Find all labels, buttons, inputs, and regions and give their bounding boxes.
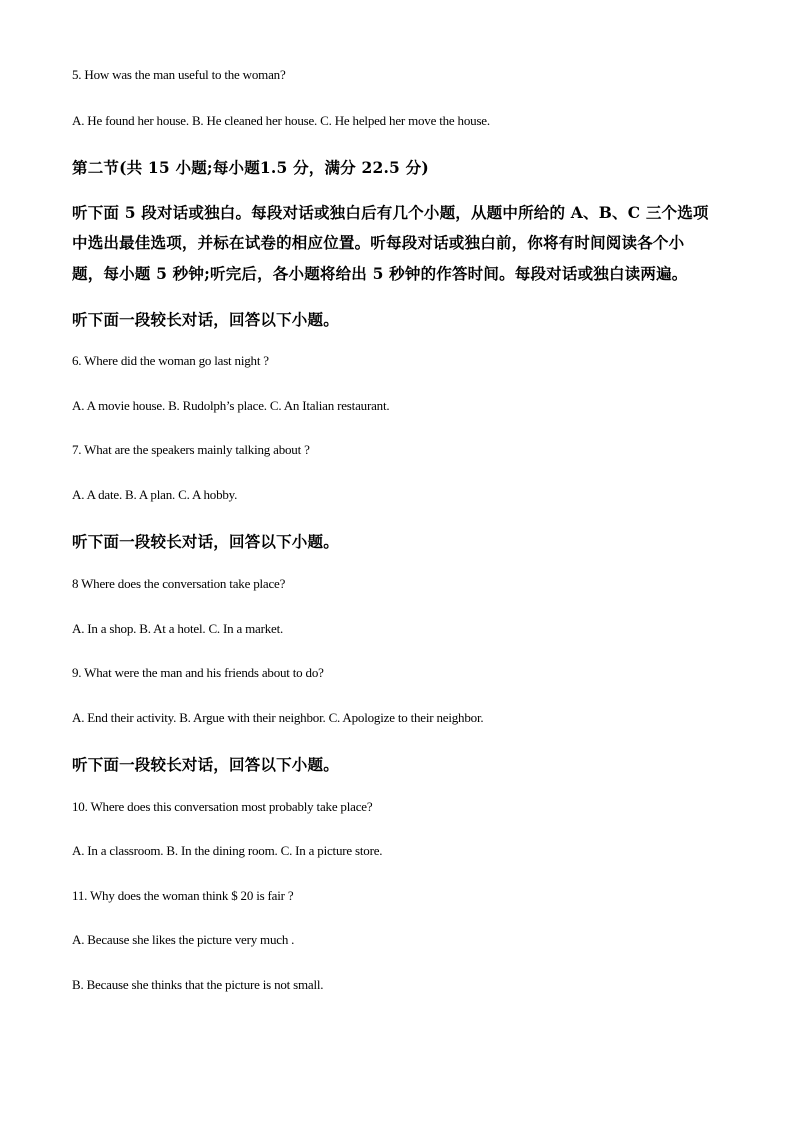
question-7-options: A. A date. B. A plan. C. A hobby. (72, 487, 238, 502)
question-8: 8 Where does the conversation take place? (72, 576, 286, 591)
question-6: 6. Where did the woman go last night ? (72, 353, 269, 368)
question-10: 10. Where does this conversation most probably take place? (72, 799, 373, 814)
question-8-options: A. In a shop. B. At a hotel. C. In a market. (72, 621, 284, 636)
section-2-title: 第二节(共 15 小题;每小题1.5 分，满分 22.5 分) (72, 158, 429, 177)
section-2-instructions-line-3: 题，每小题 5 秒钟;听完后，各小题将给出 5 秒钟的作答时间。每段对话或独白读两遍。 (72, 264, 688, 283)
group-3-heading: 听下面一段较长对话，回答以下小题。 (72, 755, 339, 774)
question-5-options: A. He found her house. B. He cleaned her house. C. He helped her move the house. (72, 113, 490, 128)
question-9: 9. What were the man and his friends about to do? (72, 665, 324, 680)
question-7: 7. What are the speakers mainly talking about ? (72, 442, 310, 457)
question-11-option-a: A. Because she likes the picture very much . (72, 932, 295, 947)
group-2-heading: 听下面一段较长对话，回答以下小题。 (72, 532, 339, 551)
question-6-options: A. A movie house. B. Rudolph’s place. C. An Italian restaurant. (72, 398, 390, 413)
question-11: 11. Why does the woman think $ 20 is fair ? (72, 888, 294, 903)
question-5: 5. How was the man useful to the woman? (72, 67, 286, 82)
section-2-instructions-line-1: 听下面 5 段对话或独白。每段对话或独白后有几个小题，从题中所给的 A、B、C 三个选项 (72, 203, 709, 222)
question-11-option-b: B. Because she thinks that the picture is not small. (72, 977, 324, 992)
question-9-options: A. End their activity. B. Argue with their neighbor. C. Apologize to their neighbor. (72, 710, 484, 725)
question-10-options: A. In a classroom. B. In the dining room. C. In a picture store. (72, 843, 383, 858)
group-1-heading: 听下面一段较长对话，回答以下小题。 (72, 310, 339, 329)
section-2-instructions-line-2: 中选出最佳选项，并标在试卷的相应位置。听每段对话或独白前，你将有时间阅读各个小 (72, 233, 685, 252)
